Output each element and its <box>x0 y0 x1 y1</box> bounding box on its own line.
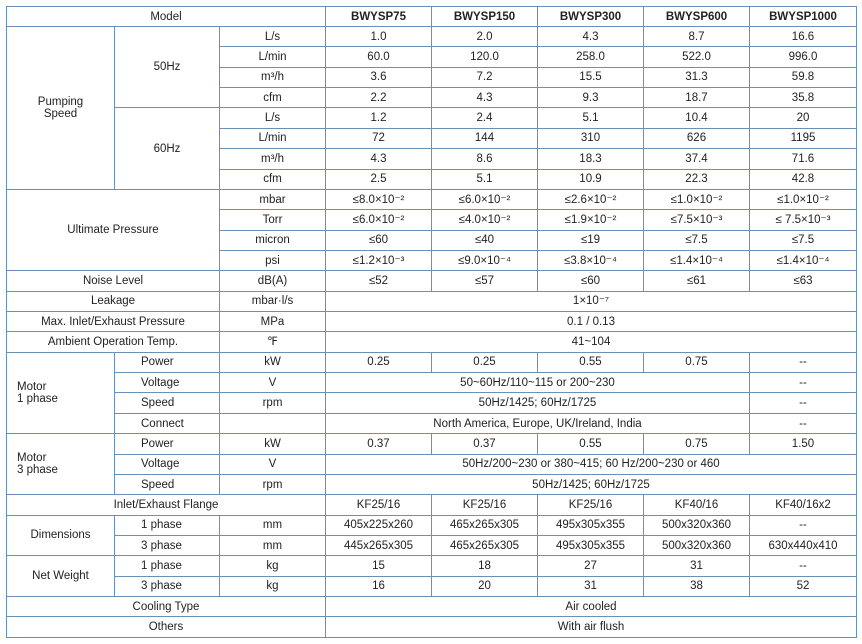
value-cell: ≤9.0×10⁻⁴ <box>432 250 538 270</box>
unit-cell: L/min <box>220 47 326 67</box>
value-cell: 20 <box>432 576 538 596</box>
value-cell: 7.2 <box>432 67 538 87</box>
model-name: BWYSP1000 <box>750 7 857 27</box>
value-cell: ≤63 <box>750 271 857 291</box>
row-label: 3 phase <box>115 535 220 555</box>
value-cell: North America, Europe, UK/Ireland, India <box>326 413 750 433</box>
hz50-label: 50Hz <box>115 27 220 108</box>
value-cell: 120.0 <box>432 47 538 67</box>
value-cell: ≤1.2×10⁻³ <box>326 250 432 270</box>
unit-cell: micron <box>220 230 326 250</box>
value-cell: 2.5 <box>326 169 432 189</box>
value-cell: 37.4 <box>644 149 750 169</box>
value-cell: 10.9 <box>538 169 644 189</box>
net-weight-label: Net Weight <box>7 556 115 597</box>
value-cell: 27 <box>538 556 644 576</box>
value-cell: ≤6.0×10⁻² <box>326 210 432 230</box>
row-label: Power <box>115 434 220 454</box>
value-cell: 996.0 <box>750 47 857 67</box>
dimensions-label: Dimensions <box>7 515 115 556</box>
value-cell: 4.3 <box>432 88 538 108</box>
unit-cell: psi <box>220 250 326 270</box>
value-cell: ≤7.5×10⁻³ <box>644 210 750 230</box>
unit-cell: mm <box>220 515 326 535</box>
value-cell: 71.6 <box>750 149 857 169</box>
value-cell: 18.3 <box>538 149 644 169</box>
unit-cell: cfm <box>220 88 326 108</box>
others-label: Others <box>7 617 326 638</box>
unit-cell: mbar·l/s <box>220 291 326 311</box>
value-cell: 31 <box>644 556 750 576</box>
noise-label: Noise Level <box>7 271 220 291</box>
value-cell: 626 <box>644 128 750 148</box>
value-cell: ≤52 <box>326 271 432 291</box>
value-cell: 72 <box>326 128 432 148</box>
cooling-label: Cooling Type <box>7 597 326 617</box>
value-cell: 41~104 <box>326 332 857 352</box>
value-cell: ≤40 <box>432 230 538 250</box>
value-cell: 8.7 <box>644 27 750 47</box>
value-cell: 18.7 <box>644 88 750 108</box>
value-cell: 2.4 <box>432 108 538 128</box>
model-label: Model <box>7 7 326 27</box>
motor-3-phase-label: Motor 3 phase <box>7 434 115 495</box>
value-cell: 5.1 <box>432 169 538 189</box>
value-cell: ≤1.4×10⁻⁴ <box>644 250 750 270</box>
value-cell: 0.37 <box>432 434 538 454</box>
value-cell: 15 <box>326 556 432 576</box>
value-cell: -- <box>750 373 857 393</box>
value-cell: ≤57 <box>432 271 538 291</box>
unit-cell: V <box>220 373 326 393</box>
value-cell: 0.25 <box>432 352 538 372</box>
value-cell: 144 <box>432 128 538 148</box>
value-cell: -- <box>750 393 857 413</box>
value-cell: 38 <box>644 576 750 596</box>
spec-table <box>6 6 857 638</box>
value-cell: 1.0 <box>326 27 432 47</box>
value-cell: 0.37 <box>326 434 432 454</box>
value-cell: ≤6.0×10⁻² <box>432 189 538 209</box>
value-cell: 15.5 <box>538 67 644 87</box>
unit-cell: rpm <box>220 474 326 494</box>
value-cell: -- <box>750 413 857 433</box>
value-cell: 18 <box>432 556 538 576</box>
value-cell: 465x265x305 <box>432 515 538 535</box>
value-cell: 0.55 <box>538 434 644 454</box>
value-cell: 310 <box>538 128 644 148</box>
value-cell: 9.3 <box>538 88 644 108</box>
model-name: BWYSP600 <box>644 7 750 27</box>
value-cell: ≤60 <box>538 271 644 291</box>
row-label: Speed <box>115 474 220 494</box>
row-label: Power <box>115 352 220 372</box>
value-cell: 8.6 <box>432 149 538 169</box>
row-label: Voltage <box>115 454 220 474</box>
value-cell: 16.6 <box>750 27 857 47</box>
value-cell: 22.3 <box>644 169 750 189</box>
value-cell: ≤2.6×10⁻² <box>538 189 644 209</box>
model-name: BWYSP150 <box>432 7 538 27</box>
value-cell: 0.25 <box>326 352 432 372</box>
unit-cell <box>220 413 326 433</box>
unit-cell: ℉ <box>220 332 326 352</box>
value-cell: 59.8 <box>750 67 857 87</box>
value-cell: 20 <box>750 108 857 128</box>
value-cell: ≤1.9×10⁻² <box>538 210 644 230</box>
value-cell: 500x320x360 <box>644 535 750 555</box>
value-cell: 0.55 <box>538 352 644 372</box>
value-cell: 405x225x260 <box>326 515 432 535</box>
flange-label: Inlet/Exhaust Flange <box>7 495 326 515</box>
row-label: Voltage <box>115 373 220 393</box>
value-cell: ≤61 <box>644 271 750 291</box>
unit-cell: L/min <box>220 128 326 148</box>
value-cell: ≤7.5 <box>750 230 857 250</box>
hz60-label: 60Hz <box>115 108 220 189</box>
value-cell: 1.50 <box>750 434 857 454</box>
value-cell: 0.1 / 0.13 <box>326 312 857 332</box>
value-cell: ≤60 <box>326 230 432 250</box>
row-label: 3 phase <box>115 576 220 596</box>
value-cell: 630x440x410 <box>750 535 857 555</box>
unit-cell: kW <box>220 352 326 372</box>
unit-cell: MPa <box>220 312 326 332</box>
value-cell: 0.75 <box>644 434 750 454</box>
value-cell: ≤1.0×10⁻² <box>750 189 857 209</box>
value-cell: 16 <box>326 576 432 596</box>
unit-cell: dB(A) <box>220 271 326 291</box>
model-name: BWYSP300 <box>538 7 644 27</box>
value-cell: Air cooled <box>326 597 857 617</box>
unit-cell: Torr <box>220 210 326 230</box>
ultimate-pressure-label: Ultimate Pressure <box>7 189 220 270</box>
value-cell: 495x305x355 <box>538 515 644 535</box>
value-cell: 522.0 <box>644 47 750 67</box>
unit-cell: m³/h <box>220 149 326 169</box>
value-cell: 1195 <box>750 128 857 148</box>
unit-cell: rpm <box>220 393 326 413</box>
motor-1-phase-label: Motor 1 phase <box>7 352 115 433</box>
value-cell: 50Hz/1425; 60Hz/1725 <box>326 474 857 494</box>
value-cell: 495x305x355 <box>538 535 644 555</box>
value-cell: 258.0 <box>538 47 644 67</box>
value-cell: KF25/16 <box>326 495 432 515</box>
pumping-speed-label: Pumping Speed <box>7 27 115 190</box>
value-cell: 5.1 <box>538 108 644 128</box>
value-cell: 2.2 <box>326 88 432 108</box>
value-cell: 52 <box>750 576 857 596</box>
value-cell: ≤4.0×10⁻² <box>432 210 538 230</box>
value-cell: With air flush <box>326 617 857 638</box>
value-cell: 0.75 <box>644 352 750 372</box>
unit-cell: L/s <box>220 27 326 47</box>
value-cell: 35.8 <box>750 88 857 108</box>
value-cell: ≤1.4×10⁻⁴ <box>750 250 857 270</box>
value-cell: 1.2 <box>326 108 432 128</box>
unit-cell: V <box>220 454 326 474</box>
value-cell: KF40/16 <box>644 495 750 515</box>
value-cell: KF25/16 <box>432 495 538 515</box>
value-cell: 465x265x305 <box>432 535 538 555</box>
max-inlet-label: Max. Inlet/Exhaust Pressure <box>7 312 220 332</box>
value-cell: 445x265x305 <box>326 535 432 555</box>
value-cell: 4.3 <box>538 27 644 47</box>
value-cell: -- <box>750 515 857 535</box>
value-cell: ≤8.0×10⁻² <box>326 189 432 209</box>
value-cell: 1×10⁻⁷ <box>326 291 857 311</box>
row-label: Connect <box>115 413 220 433</box>
value-cell: KF25/16 <box>538 495 644 515</box>
unit-cell: cfm <box>220 169 326 189</box>
unit-cell: kW <box>220 434 326 454</box>
value-cell: -- <box>750 352 857 372</box>
value-cell: 50Hz/1425; 60Hz/1725 <box>326 393 750 413</box>
unit-cell: mbar <box>220 189 326 209</box>
value-cell: 10.4 <box>644 108 750 128</box>
row-label: 1 phase <box>115 556 220 576</box>
value-cell: 50Hz/200~230 or 380~415; 60 Hz/200~230 or 460 <box>326 454 857 474</box>
value-cell: KF40/16x2 <box>750 495 857 515</box>
row-label: Speed <box>115 393 220 413</box>
unit-cell: kg <box>220 576 326 596</box>
value-cell: ≤3.8×10⁻⁴ <box>538 250 644 270</box>
ambient-label: Ambient Operation Temp. <box>7 332 220 352</box>
value-cell: ≤1.0×10⁻² <box>644 189 750 209</box>
row-label: 1 phase <box>115 515 220 535</box>
leakage-label: Leakage <box>7 291 220 311</box>
value-cell: -- <box>750 556 857 576</box>
value-cell: 31.3 <box>644 67 750 87</box>
value-cell: 4.3 <box>326 149 432 169</box>
value-cell: 3.6 <box>326 67 432 87</box>
value-cell: 2.0 <box>432 27 538 47</box>
value-cell: 42.8 <box>750 169 857 189</box>
unit-cell: mm <box>220 535 326 555</box>
value-cell: 50~60Hz/110~115 or 200~230 <box>326 373 750 393</box>
header-row <box>7 7 857 27</box>
value-cell: 31 <box>538 576 644 596</box>
value-cell: ≤7.5 <box>644 230 750 250</box>
value-cell: 500x320x360 <box>644 515 750 535</box>
value-cell: 60.0 <box>326 47 432 67</box>
unit-cell: m³/h <box>220 67 326 87</box>
unit-cell: L/s <box>220 108 326 128</box>
value-cell: ≤ 7.5×10⁻³ <box>750 210 857 230</box>
value-cell: ≤19 <box>538 230 644 250</box>
unit-cell: kg <box>220 556 326 576</box>
model-name: BWYSP75 <box>326 7 432 27</box>
